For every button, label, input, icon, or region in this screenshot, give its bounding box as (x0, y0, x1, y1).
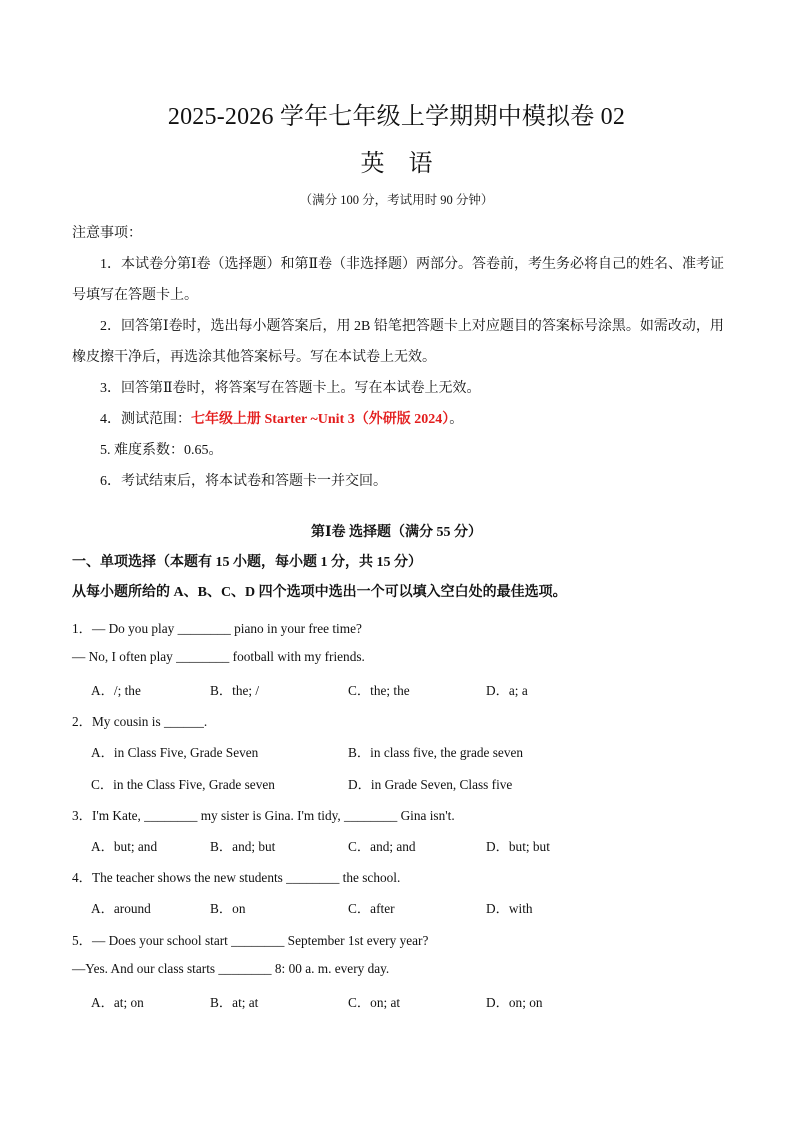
question-1-line-1: 1．— Do you play ________ piano in your free time? (72, 621, 362, 636)
q1-option-b[interactable]: B．the; / (210, 683, 260, 698)
section-heading: 第Ⅰ卷 选择题（满分 55 分） (310, 525, 483, 540)
note-4-end: 。 (449, 412, 464, 427)
note-1-line-1: 1．本试卷分第Ⅰ卷（选择题）和第Ⅱ卷（非选择题）两部分。答卷前，考生务必将自己的姓名、准考证 (100, 257, 725, 272)
q2-option-d[interactable]: D．in Grade Seven, Class five (348, 777, 513, 792)
q4-option-a[interactable]: A．around (91, 901, 151, 916)
note-1-line-2: 号填写在答题卡上。 (72, 288, 198, 303)
note-2-line-1: 2．回答第Ⅰ卷时，选出每小题答案后，用 2B 铅笔把答题卡上对应题目的答案标号涂黑。如需改动，用 (100, 319, 724, 334)
question-5-line-2: —Yes. And our class starts ________ 8: 00 a. m. every day. (72, 961, 390, 976)
notes-heading: 注意事项： (72, 226, 142, 241)
part-1-heading: 一、单项选择（本题有 15 小题，每小题 1 分，共 15 分） (72, 555, 422, 570)
question-2-line-1: 2．My cousin is ______. (72, 714, 208, 729)
q1-option-c[interactable]: C．the; the (348, 683, 410, 698)
q5-option-a[interactable]: A．at; on (91, 995, 144, 1010)
q3-option-a[interactable]: A．but; and (91, 839, 158, 854)
q3-option-b[interactable]: B．and; but (210, 839, 276, 854)
q1-option-a[interactable]: A．/; the (91, 683, 141, 698)
note-6: 6．考试结束后，将本试卷和答题卡一并交回。 (100, 474, 387, 489)
q5-option-c[interactable]: C．on; at (348, 995, 401, 1010)
q2-option-a[interactable]: A．in Class Five, Grade Seven (91, 745, 259, 760)
q4-option-b[interactable]: B．on (210, 901, 246, 916)
exam-meta: （满分 100 分，考试用时 90 分钟） (299, 193, 494, 207)
question-4-line-1: 4．The teacher shows the new students ________ the school. (72, 870, 401, 885)
note-4 (100, 408, 463, 428)
exam-title: 2025-2026 学年七年级上学期期中模拟卷 02 (167, 104, 626, 130)
q2-option-b[interactable]: B．in class five, the grade seven (348, 745, 524, 760)
note-4-label: 4．测试范围： (100, 412, 191, 427)
q5-option-d[interactable]: D．on; on (486, 995, 543, 1010)
q3-option-d[interactable]: D．but; but (486, 839, 550, 854)
q2-option-c[interactable]: C．in the Class Five, Grade seven (91, 777, 275, 792)
q4-option-c[interactable]: C．after (348, 901, 395, 916)
q3-option-c[interactable]: C．and; and (348, 839, 416, 854)
subject-title: 英语 (360, 151, 457, 177)
q5-option-b[interactable]: B．at; at (210, 995, 259, 1010)
question-1-line-2: — No, I often play ________ football with my friends. (72, 649, 365, 664)
note-3: 3．回答第Ⅱ卷时，将答案写在答题卡上。写在本试卷上无效。 (100, 381, 481, 396)
part-1-instruction: 从每小题所给的 A、B、C、D 四个选项中选出一个可以填入空白处的最佳选项。 (72, 585, 567, 600)
note-5: 5. 难度系数：0.65。 (100, 443, 223, 458)
q1-option-d[interactable]: D．a; a (486, 683, 528, 698)
test-scope: 七年级上册 Starter ~Unit 3（外研版 2024） (191, 412, 450, 427)
question-5-line-1: 5．— Does your school start ________ September 1st every year? (72, 933, 429, 948)
q4-option-d[interactable]: D．with (486, 901, 533, 916)
note-2-line-2: 橡皮擦干净后，再选涂其他答案标号。写在本试卷上无效。 (72, 350, 436, 365)
question-3-line-1: 3．I'm Kate, ________ my sister is Gina. I'm tidy, ________ Gina isn't. (72, 808, 455, 823)
